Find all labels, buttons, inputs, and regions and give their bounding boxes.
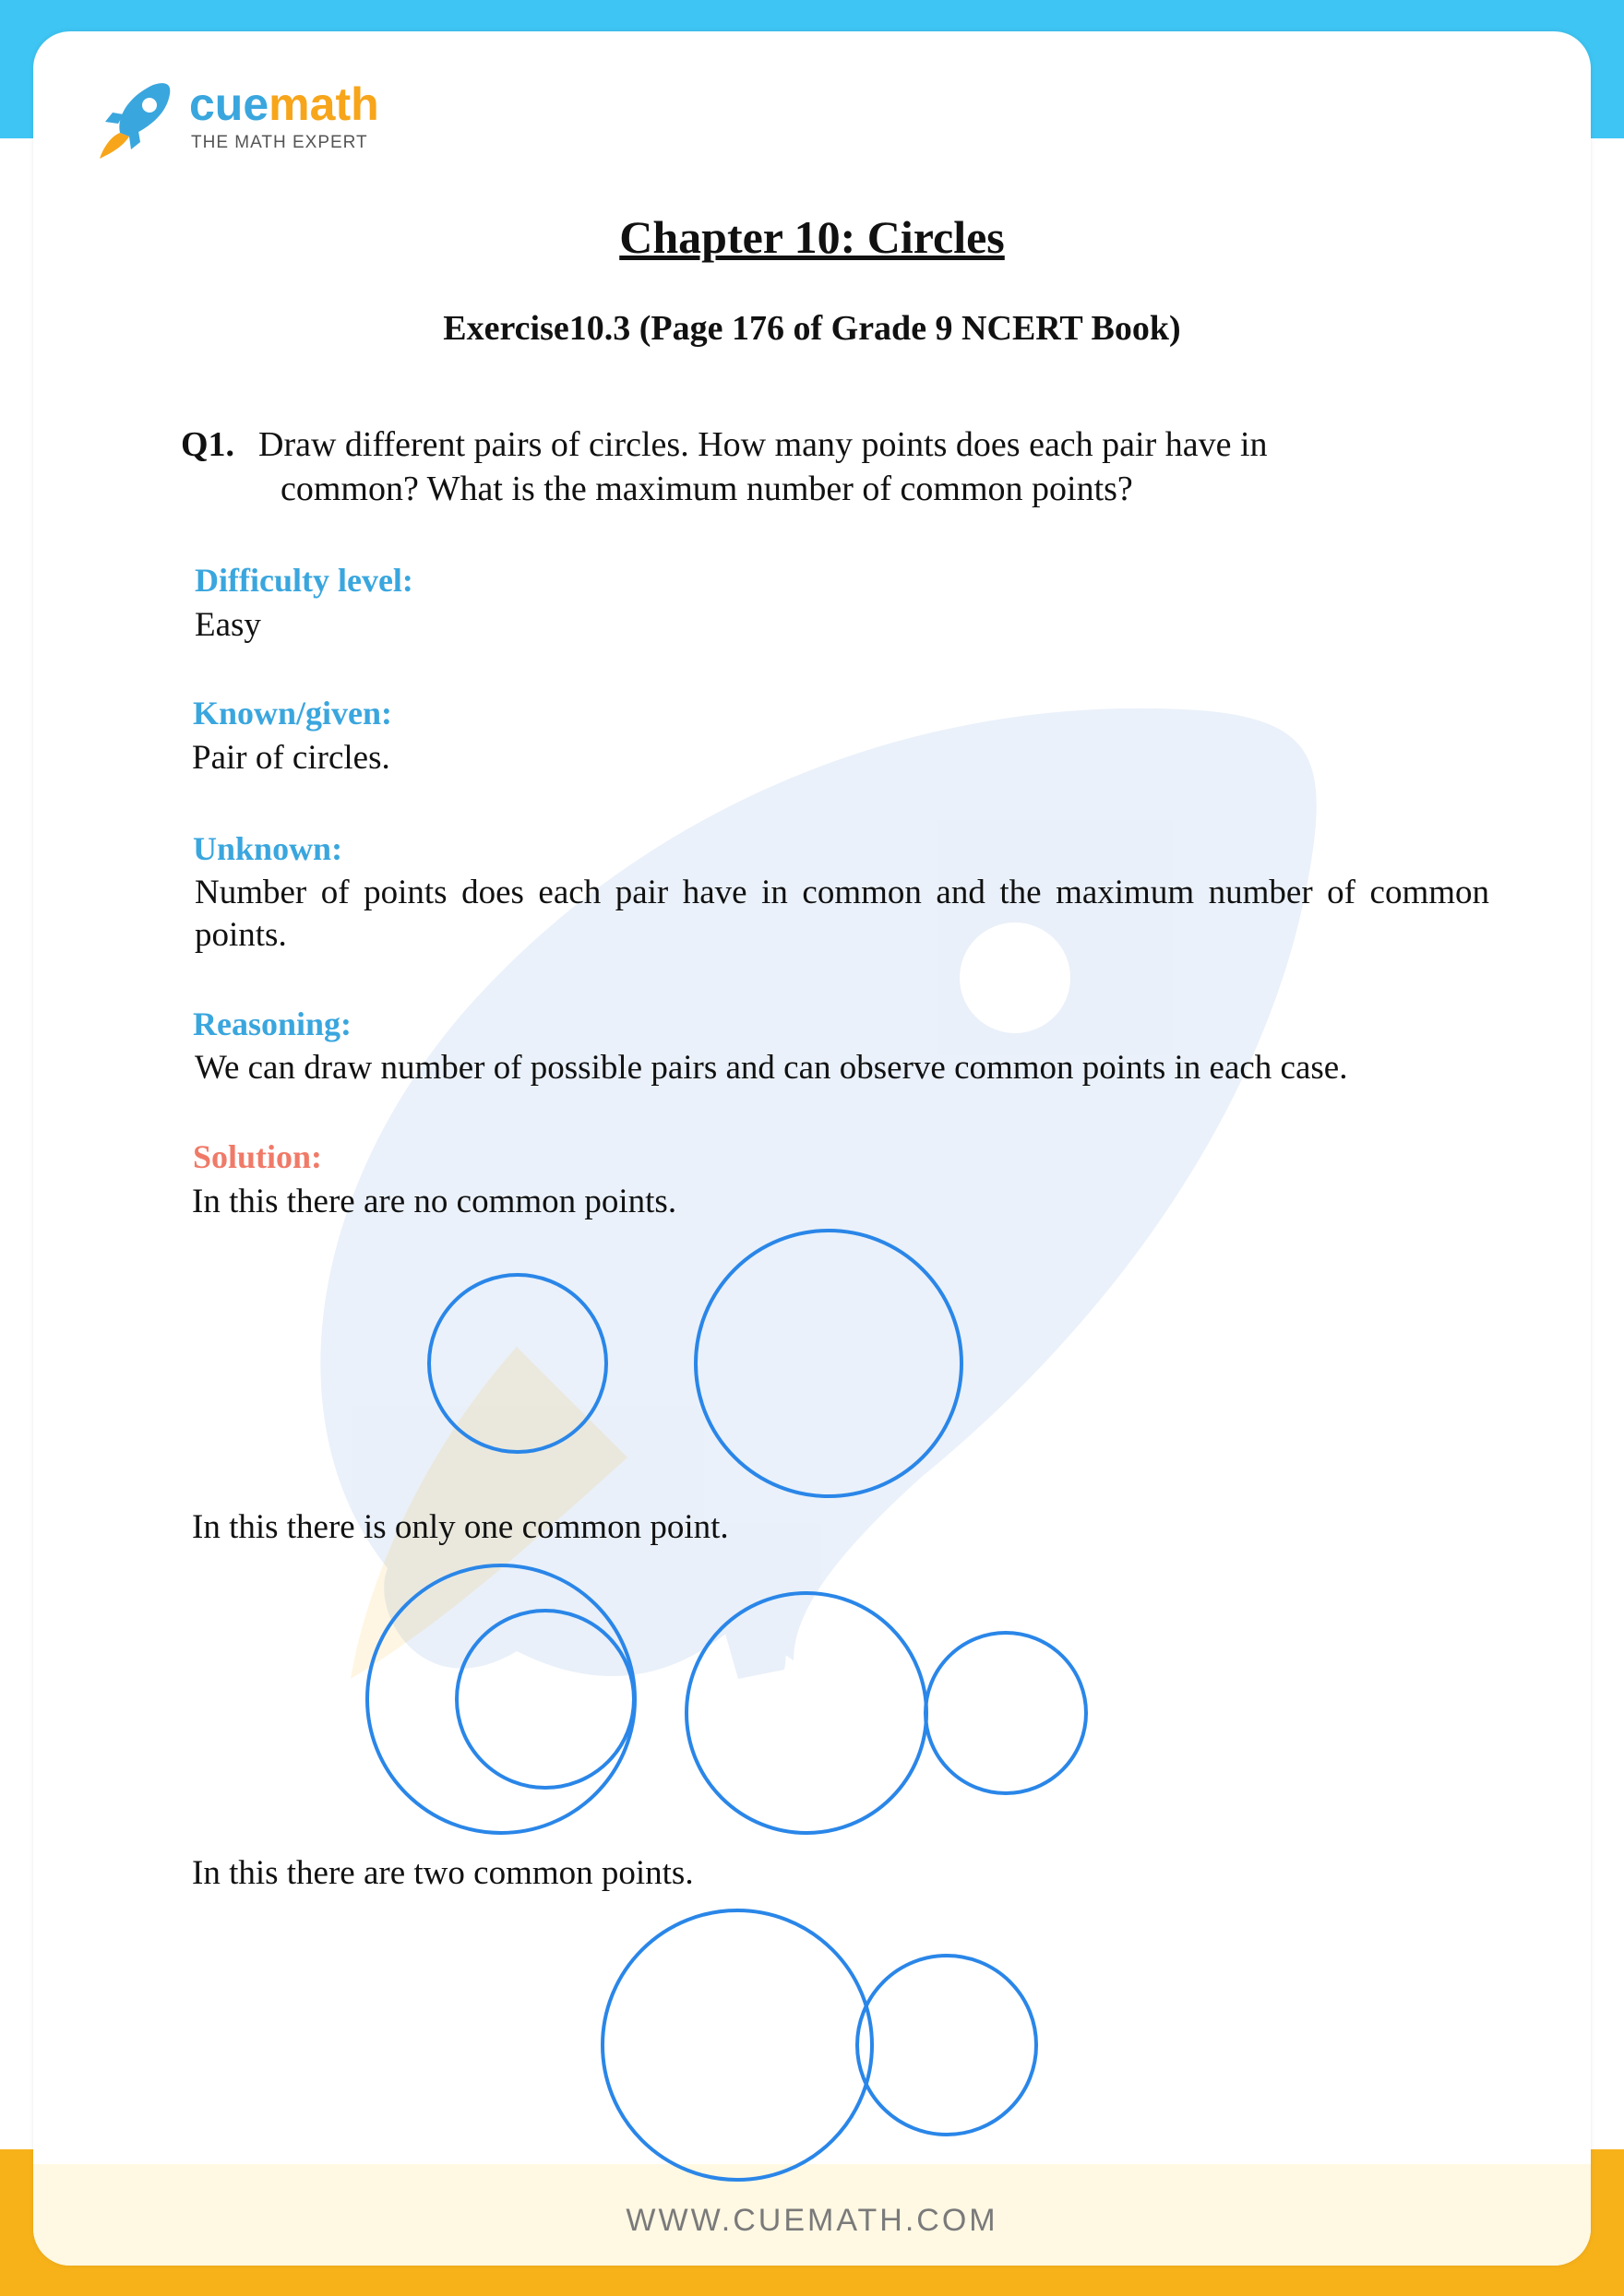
known-value: Pair of circles. [192, 739, 390, 777]
reasoning-value: We can draw number of possible pairs and can observe common points in each case. [195, 1049, 1348, 1087]
unknown-label: Unknown: [193, 830, 343, 867]
chapter-title: Chapter 10: Circles [619, 211, 1005, 263]
circle-one-common-external-right [925, 1633, 1086, 1793]
difficulty-value: Easy [195, 606, 261, 644]
difficulty-label: Difficulty level: [195, 562, 413, 599]
circle-no-common-small [429, 1275, 606, 1452]
question-number: Q1. [181, 425, 235, 464]
circle-one-common-external-left [687, 1593, 926, 1833]
solution-case-none-text: In this there are no common points. [192, 1183, 677, 1220]
footer-url[interactable]: WWW.CUEMATH.COM [626, 2203, 998, 2238]
brand-name-part1: cue [189, 78, 269, 130]
brand-tagline: THE MATH EXPERT [191, 133, 368, 152]
circle-two-common-left [603, 1910, 872, 2180]
solution-label: Solution: [193, 1138, 323, 1175]
solution-case-two-text: In this there are two common points. [192, 1854, 694, 1892]
reasoning-label: Reasoning: [193, 1005, 352, 1042]
brand-name-part2: math [269, 78, 379, 130]
circle-no-common-large [696, 1231, 961, 1496]
question-text-line1: Draw different pairs of circles. How many points does each pair have in [258, 425, 1268, 464]
exercise-title: Exercise10.3 (Page 176 of Grade 9 NCERT Book) [443, 309, 1181, 348]
solution-case-one-text: In this there is only one common point. [192, 1508, 729, 1546]
circle-two-common-right [857, 1956, 1036, 2135]
question-text-line2: common? What is the maximum number of common points? [281, 470, 1133, 508]
circle-one-common-internal-outer [367, 1565, 635, 1833]
known-label: Known/given: [193, 695, 393, 732]
circle-one-common-internal-inner [457, 1611, 634, 1788]
unknown-value-line1: Number of points does each pair have in common and the maximum number of common [195, 874, 1489, 911]
unknown-value-line2: points. [195, 916, 287, 954]
